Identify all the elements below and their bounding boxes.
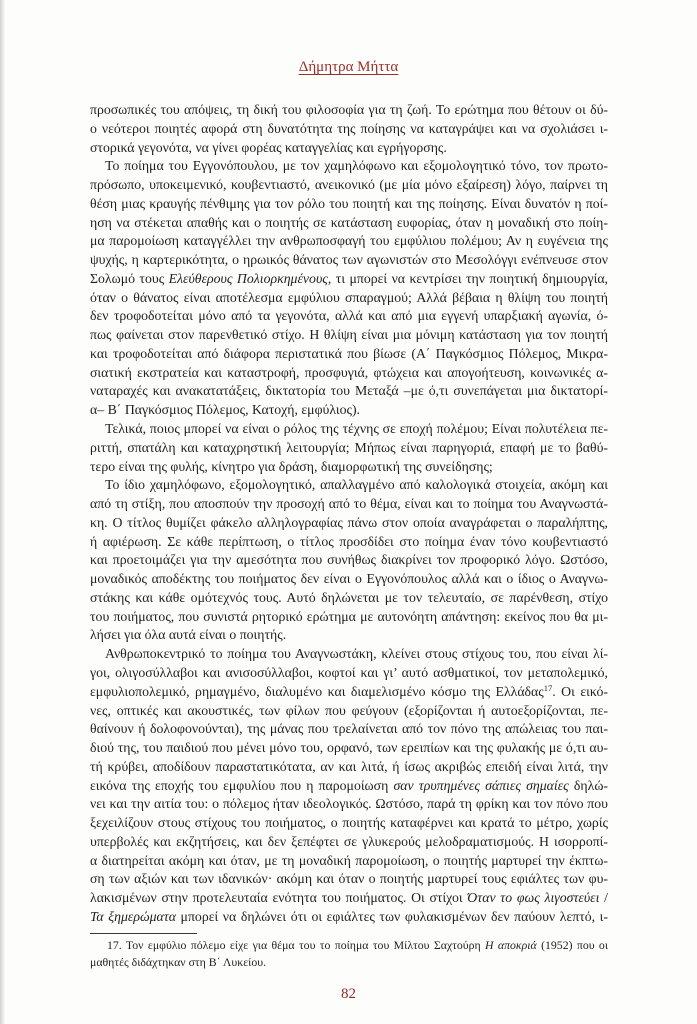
text-run: , τι μπορεί να κεντρίσει την ποιητική δημιουργία, [327,270,609,286]
text-line: Το ίδιο χαμηλόφωνο, εξομολογητικό, απαλλαγμένο από καλολογικά στοιχεία, ακόμη και [105,477,608,493]
text-line: και τροφοδοτείται από διάφορα περιστατικά που βίωσε (Α΄ Παγκόσμιος Πόλεμος, Μικρα- [90,345,608,361]
text-line: α διατηρείται ακόμη και όταν, με τη μοναδική παρομοίωση, ο ποιητής μαρτυρεί την έκπτω- [90,852,608,868]
running-header [0,58,697,76]
text-line: νες, οπτικές και ακουστικές, των φίλων που φεύγουν (εξορίζονται ή αυτοεξορίζονται, πε- [90,702,608,718]
text-line: όταν ο θάνατος είναι αποτέλεσμα εμφύλιου σπαραγμού; Αλλά βέβαια η θλίψη του ποιητή [90,289,608,305]
text-line: και προετοιμάζει για την αμεσότητα που συνήθως διακρίνει τον προφορικό λόγο. Ωστόσο, [90,552,608,568]
text-line: ηση να στέκεται απαθής και ο ποιητής σε κατάσταση ευφορίας, όταν η μοναδική στο ποίη- [90,214,608,230]
text-run: εμφυλιοπολεμικό, ρημαγμένο, διαλυμένο και διαμελισμένο κόσμο της Ελλάδας [90,683,544,699]
footnote-marker: 17 [543,682,553,693]
text-run: λακισμένων στην προτελευταία ενότητα του ποιήματος. Οι στίχοι [90,890,468,906]
text-line: στάκης και κάθε ομότεχνός τους. Αυτό δηλώνεται με τον τελευταίο, σε παρένθεση, στίχο [90,589,608,605]
text-run: δηλώ- [568,777,608,793]
text-line: μοναδικός αποδέκτης του ποιήματος δεν είναι ο Εγγονόπουλος αλλά και ο ίδιος ο Αναγνω- [90,571,608,587]
text-line: θέση μιας κραυγής πένθιμης για τον ρόλο του ποιητή και της ποίησης. Είναι δυνατόν η ποί- [90,195,608,211]
text-line: λήσει για όλα αυτά είναι ο ποιητής. [90,627,287,643]
text-run: 17. Τον εμφύλιο πόλεμο είχε για θέμα του το ποίημα του Μίλτου Σαχτούρη [107,938,486,952]
text-line: του ποιήματος, που συνιστά ρητορικό ερώτημα με αυτονόητη απάντηση: εκείνος που θα μι- [90,608,608,624]
text-line: σιατική εκστρατεία και καταστροφή, προσφυγιά, φτώχεια και απογοήτευση, κοινωνικές α- [90,364,608,380]
footnote-separator [90,933,197,934]
text-line: μα παρομοίωση καταγγέλλει την ανθρωποσφαγή του εμφύλιου πολέμου; Αν η ευγένεια της [90,233,608,249]
paragraph [90,157,608,420]
italic-title: Τα ξημερώματα [90,908,176,924]
text-line: ψυχής, η καρτερικότητα, ο ηρωικός θάνατος των αγωνιστών στο Μεσολόγγι ενέπνευσε στον [90,252,608,268]
text-line: ο νεότεροι ποιητές αφορά στη δυνατότητα της ποίησης να καταγράψει και να σχολιάσει ι- [90,120,608,136]
text-line [90,889,608,908]
text-line [90,270,608,289]
text-line [90,937,608,954]
footnote [90,937,608,970]
text-line: υπερβολές και εκζητήσεις, και δεν ξεπέφτει σε γλυκερούς μελοδραματισμούς. Η ισορροπί- [90,833,608,849]
text-run: μπορεί να δηλώνει ότι οι εφιάλτες των φυλακισμένων δεν παύουν λεπτό, ι- [175,908,608,924]
text-line [90,683,608,702]
italic-title: Ελεύθερους Πολιορκημένους [168,270,328,286]
text-line: πως φαίνεται στον παρενθετικό στίχο. Η θλίψη είναι μια μόνιμη κατάσταση για τον ποιητή [90,327,608,343]
text-line: τερο είναι της φυλής, κίνητρο για δράση, διαμορφωτική της συνείδησης; [90,458,493,474]
paragraph [90,101,608,157]
text-line: ση των αξιών και των ιδανικών· ακόμη και όταν ο ποιητής μαρτυρεί τους εφιάλτες των φυ- [90,871,608,887]
italic-title: Όταν το φως λιγοστεύει [467,890,600,906]
paragraph [90,645,608,926]
text-line: νει και την αιτία του: ο πόλεμος ήταν ιδεολογικός. Ωστόσο, παρά τη φρίκη και τον πόνο που [90,796,608,812]
text-line: πρόσωπο, υποκειμενικό, κουβεντιαστό, ανεικονικό (με μία μόνο εξαίρεση) λόγο, παίρνει τη [90,177,608,193]
text-line: Ανθρωποκεντρικό το ποίημα του Αναγνωστάκη, κλείνει στους στίχους του, που είναι λί- [105,646,608,662]
text-line: θαίνουν ή δολοφονούνται), της μάνας που τρελαίνεται από τον πόνο της απώλειας του παι- [90,721,608,737]
text-line: ξεχειλίζουν στους στίχους του ποιήματος, ο ποιητής καταφέρνει και κρατά το μέτρο, χωρίς [90,815,608,831]
text-run: / [599,890,608,906]
text-line: στορικά γεγονότα, να γίνει φορέας καταγγελίας και εγρήγορσης. [90,139,447,155]
paragraph [90,420,608,476]
text-line: α– Β΄ Παγκόσμιος Πόλεμος, Κατοχή, εμφύλιος). [90,402,361,418]
paragraph [90,476,608,645]
text-line: διού της, του παιδιού που μένει μόνο του, ορφανό, των ερειπίων και της φυλακής με ό,τι αυ- [90,740,608,756]
page-edge [0,0,5,1024]
text-line: μαθητές διδάχτηκαν στη Β΄ Λυκείου. [90,954,267,969]
text-line: ή αφιέρωση. Σε κάθε περίπτωση, ο τίτλος προσδίδει στο ποίημα έναν τόνο κουβεντιαστό [90,533,608,549]
text-run: εικόνα της εποχής του εμφυλίου που η παρομοίωση [90,777,394,793]
text-line: ναταραχές και ανακατατάξεις, δικτατορία του Μεταξά –με ό,τι συνεπάγεται μια δικτατορί- [90,383,608,399]
text-line: ριττή, σπατάλη και καταχρηστική λειτουργία; Μήπως είναι παρηγοριά, επαφή με το βαθύ- [90,439,608,455]
text-line: δεν τροφοδοτείται μόνο από τα γεγονότα, αλλά και από μια εγγενή υπαρξιακή αγωνία, ό- [90,308,608,324]
body-text [90,101,608,927]
text-run: Σολωμό τους [90,270,169,286]
text-line: τή κρύβει, αποδίδουν παραστατικότατα, αν και λιτά, ή ίσως ακριβώς επειδή είναι λιτά, την [90,758,608,774]
text-line: κη. Ο τίτλος θυμίζει φάκελο αλληλογραφίας πάνω στον οποία αναγράφεται ο παραλήπτης, [90,514,608,530]
text-line: προσωπικές του απόψεις, τη δική του φιλοσοφία για τη ζωή. Το ερώτημα που θέτουν οι δύ- [90,102,608,117]
text-line: Το ποίημα του Εγγονόπουλου, με τον χαμηλόφωνο και εξομολογητικό τόνο, τον πρωτο- [105,158,608,174]
text-line [90,777,608,796]
author-name: Δήμητρα Μήττα [298,59,399,75]
italic-title: Η αποκριά [485,938,537,952]
text-line [90,908,608,927]
italic-title: σαν τρυπημένες σάπιες σημαίες [393,777,569,793]
text-line: Τελικά, ποιος μπορεί να είναι ο ρόλος της τέχνης σε εποχή πολέμου; Είναι πολυτέλεια πε- [105,421,608,437]
text-line: από τη στίξη, που αποσπούν την προσοχή από το θέμα, είναι και το ποίημα του Αναγνωστά- [90,496,608,512]
page-number: 82 [341,986,356,1002]
text-run: (1952) που οι [536,938,608,952]
text-run: . Οι εικό- [552,683,608,699]
text-line: γοι, ολιγοσύλλαβοι και ανισοσύλλαβοι, κοφτοί και γι’ αυτό ασθματικοί, τον μεταπολεμικό, [90,664,608,680]
